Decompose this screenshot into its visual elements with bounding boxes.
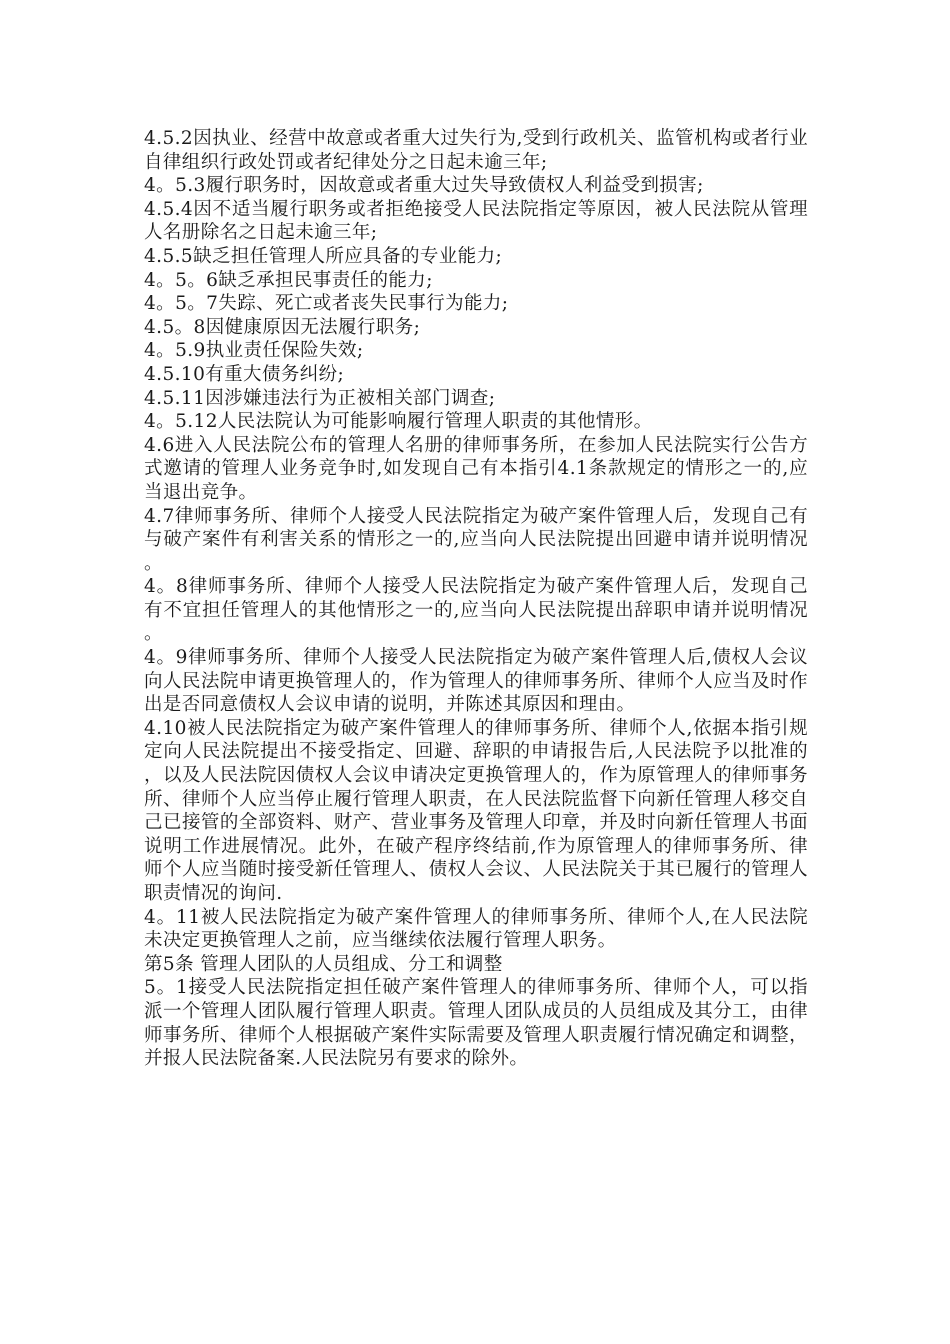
paragraph-4-7: 4.7律师事务所、律师个人接受人民法院指定为破产案件管理人后，发现自己有与破产案件有利害关系的情形之一的,应当向人民法院提出回避申请并说明情况。 xyxy=(144,505,808,574)
paragraph-4-11: 4。11被人民法院指定为破产案件管理人的律师事务所、律师个人,在人民法院未决定更换管理人之前，应当继续依法履行管理人职务。 xyxy=(144,906,808,952)
paragraph-4-5-12: 4。5.12人民法院认为可能影响履行管理人职责的其他情形。 xyxy=(144,411,653,433)
paragraph-4-5-11: 4.5.11因涉嫌违法行为正被相关部门调查; xyxy=(144,387,496,409)
paragraph-4-5-8: 4.5。8因健康原因无法履行职务; xyxy=(144,316,421,338)
paragraph-4-6: 4.6进入人民法院公布的管理人名册的律师事务所，在参加人民法院实行公告方式邀请的管理人业务竞争时,如发现自己有本指引4.1条款规定的情形之一的,应当退出竞争。 xyxy=(144,434,808,503)
section-heading-article-5: 第5条 管理人团队的人员组成、分工和调整 xyxy=(144,953,503,975)
paragraph-4-5-10: 4.5.10有重大债务纠纷; xyxy=(144,363,345,385)
paragraph-4-9: 4。9律师事务所、律师个人接受人民法院指定为破产案件管理人后,债权人会议向人民法院申请更换管理人的，作为管理人的律师事务所、律师个人应当及时作出是否同意债权人会议申请的说明，并陈述其原因和理由。 xyxy=(144,647,808,716)
paragraph-4-5-3: 4。5.3履行职务时，因故意或者重大过失导致债权人利益受到损害; xyxy=(144,175,704,197)
paragraph-4-5-5: 4.5.5缺乏担任管理人所应具备的专业能力; xyxy=(144,245,503,267)
paragraph-4-5-9: 4。5.9执业责任保险失效; xyxy=(144,340,364,362)
paragraph-4-5-2: 4.5.2因执业、经营中故意或者重大过失行为,受到行政机关、监管机构或者行业自律组织行政处罚或者纪律处分之日起未逾三年; xyxy=(144,128,808,173)
paragraph-4-5-7: 4。5。7失踪、死亡或者丧失民事行为能力; xyxy=(144,293,509,315)
paragraph-4-8: 4。8律师事务所、律师个人接受人民法院指定为破产案件管理人后，发现自己有不宜担任管理人的其他情形之一的,应当向人民法院提出辞职申请并说明情况。 xyxy=(144,576,808,645)
paragraph-4-5-6: 4。5。6缺乏承担民事责任的能力; xyxy=(144,269,433,291)
paragraph-5-1: 5。1接受人民法院指定担任破产案件管理人的律师事务所、律师个人，可以指派一个管理人团队履行管理人职责。管理人团队成员的人员组成及其分工，由律师事务所、律师个人根据破产案件实际需要及管理人职责履行情况确定和调整，并报人民法院备案.人民法院另有要求的除外。 xyxy=(144,977,808,1070)
document-page xyxy=(144,127,808,1071)
paragraph-4-10: 4.10被人民法院指定为破产案件管理人的律师事务所、律师个人,依据本指引规定向人民法院提出不接受指定、回避、辞职的申请报告后,人民法院予以批准的，以及人民法院因债权人会议申请决定更换管理人的，作为原管理人的律师事务所、律师个人应当停止履行管理人职责，在人民法院监督下向新任管理人移交自己已接管的全部资料、财产、营业事务及管理人印章，并及时向新任管理人书面说明工作进展情况。此外，在破产程序终结前,作为原管理人的律师事务所、律师个人应当随时接受新任管理人、债权人会议、人民法院关于其已履行的管理人职责情况的询问. xyxy=(144,717,808,904)
paragraph-4-5-4: 4.5.4因不适当履行职务或者拒绝接受人民法院指定等原因，被人民法院从管理人名册除名之日起未逾三年; xyxy=(144,198,808,244)
